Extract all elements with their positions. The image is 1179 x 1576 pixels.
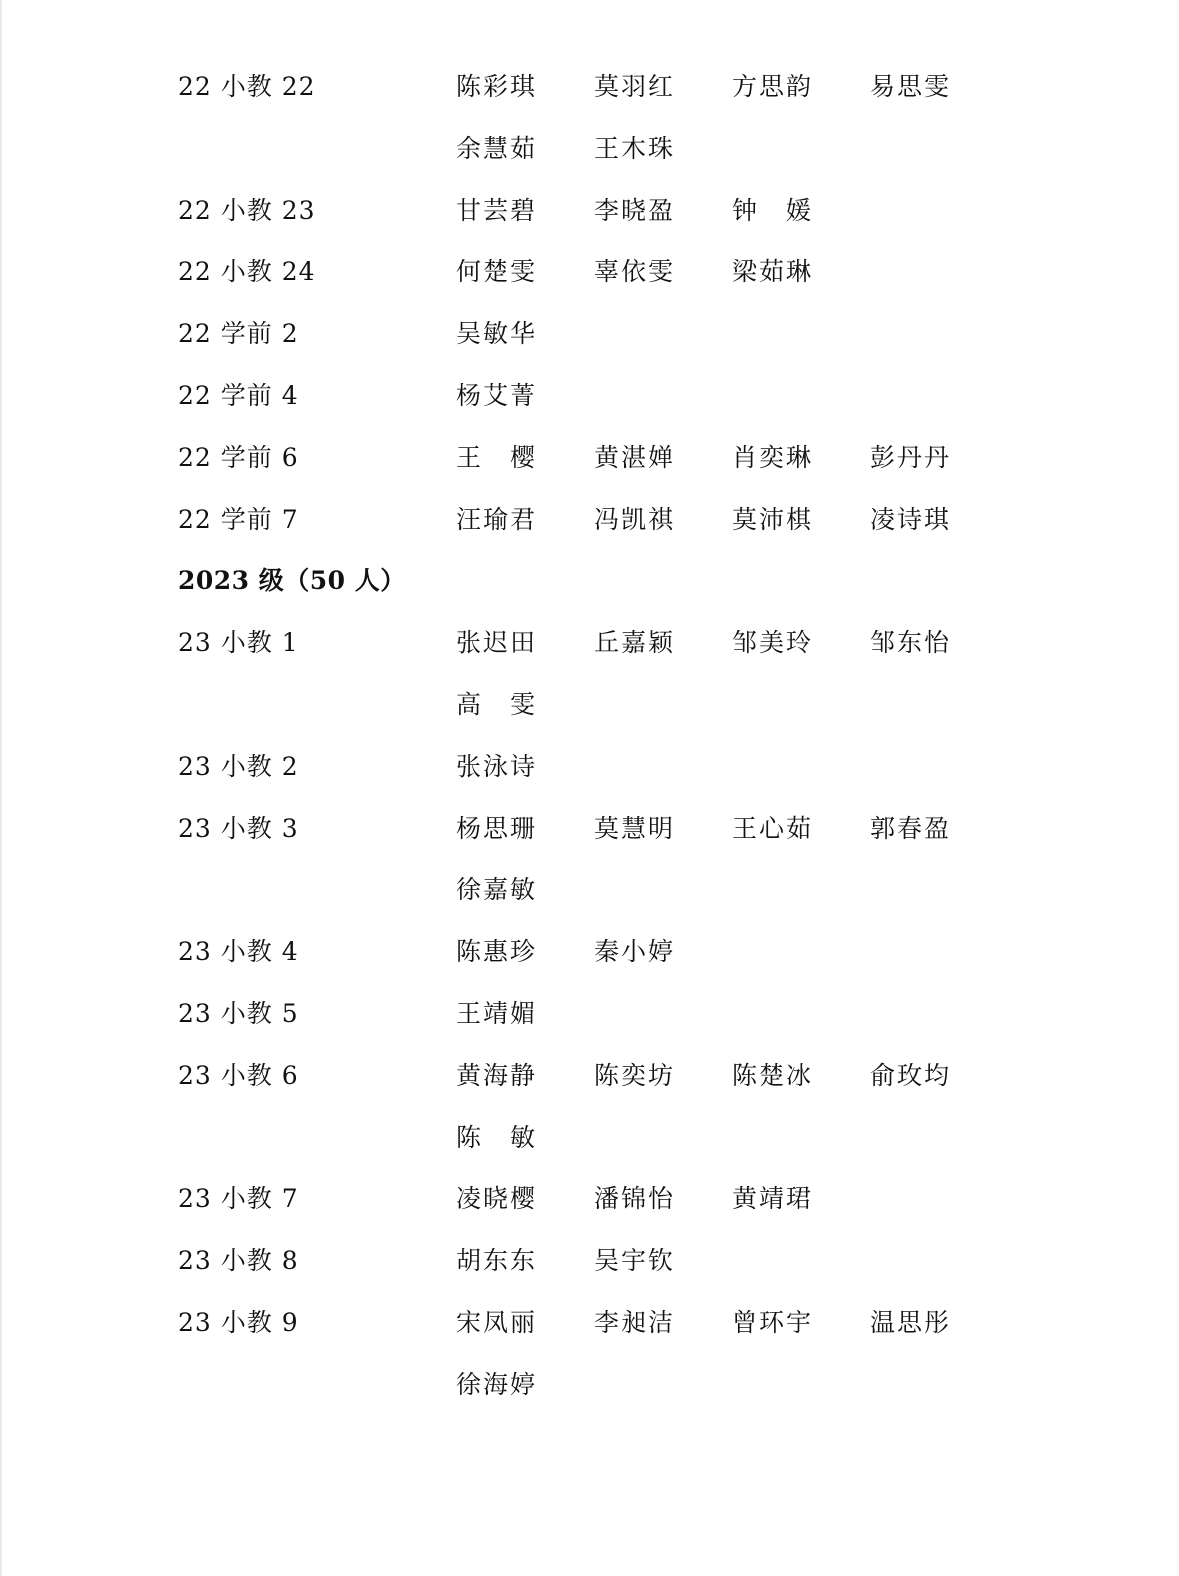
student-name: 彭丹丹	[870, 442, 952, 472]
class-name: 22 学前 7	[178, 504, 299, 534]
student-name: 王木珠	[594, 133, 676, 163]
student-name: 张泳诗	[456, 751, 538, 781]
student-name: 杨思珊	[456, 813, 538, 843]
student-name: 宋凤丽	[456, 1307, 538, 1337]
student-name: 丘嘉颖	[594, 628, 676, 658]
student-name: 方思韵	[732, 72, 814, 101]
student-name: 陈奕坊	[594, 1060, 676, 1090]
student-name: 钟 媛	[732, 195, 814, 225]
class-row	[0, 1168, 1179, 1230]
student-name: 李晓盈	[594, 195, 676, 225]
class-row	[0, 427, 1179, 489]
student-name: 冯凯祺	[594, 504, 676, 534]
student-name: 陈彩琪	[456, 72, 538, 101]
student-name: 黄海静	[456, 1060, 538, 1090]
class-name: 22 学前 2	[178, 319, 299, 349]
student-name: 温思彤	[870, 1307, 952, 1337]
student-name: 王心茹	[732, 813, 814, 843]
student-name: 郭春盈	[870, 813, 952, 843]
student-name: 何楚雯	[456, 257, 538, 287]
class-name: 22 小教 23	[178, 195, 316, 225]
class-row	[0, 1292, 1179, 1354]
student-name: 甘芸碧	[456, 195, 538, 225]
class-name: 23 小教 1	[178, 628, 299, 658]
student-name: 徐嘉敏	[456, 875, 538, 905]
class-name: 23 小教 3	[178, 813, 299, 843]
class-row-continuation	[0, 1107, 1179, 1169]
student-name: 黄湛婵	[594, 442, 676, 472]
grade-heading: 2023 级（50 人）	[178, 566, 406, 596]
student-name: 杨艾菁	[456, 380, 538, 410]
class-row	[0, 303, 1179, 365]
student-name: 陈 敏	[456, 1122, 538, 1152]
student-name: 莫羽红	[594, 72, 676, 101]
class-row	[0, 489, 1179, 551]
class-row	[0, 180, 1179, 242]
class-row	[0, 736, 1179, 798]
class-name: 22 小教 24	[178, 257, 316, 287]
student-name: 胡东东	[456, 1246, 538, 1276]
class-row	[0, 241, 1179, 303]
student-name: 莫慧明	[594, 813, 676, 843]
student-name: 邹东怡	[870, 628, 952, 658]
student-name: 陈惠珍	[456, 937, 538, 967]
student-roster-document	[0, 56, 1179, 1416]
student-name: 肖奕琳	[732, 442, 814, 472]
class-name: 22 学前 6	[178, 442, 299, 472]
student-name: 张迟田	[456, 628, 538, 658]
class-row	[0, 921, 1179, 983]
class-name: 23 小教 4	[178, 937, 299, 967]
student-name: 邹美玲	[732, 628, 814, 658]
student-name: 李昶洁	[594, 1307, 676, 1337]
student-name: 徐海婷	[456, 1369, 538, 1399]
class-row	[0, 983, 1179, 1045]
student-name: 凌晓樱	[456, 1184, 538, 1214]
student-name: 王靖媚	[456, 998, 538, 1028]
class-row	[0, 798, 1179, 860]
class-name: 23 小教 5	[178, 998, 299, 1028]
class-row	[0, 56, 1179, 118]
student-name: 潘锦怡	[594, 1184, 676, 1214]
student-name: 黄靖珺	[732, 1184, 814, 1214]
grade-heading-row	[0, 550, 1179, 612]
student-name: 陈楚冰	[732, 1060, 814, 1090]
class-name: 23 小教 9	[178, 1307, 299, 1337]
class-row-continuation	[0, 674, 1179, 736]
class-name: 23 小教 8	[178, 1246, 299, 1276]
class-name: 23 小教 2	[178, 751, 299, 781]
student-name: 吴敏华	[456, 319, 538, 349]
student-name: 秦小婷	[594, 937, 676, 967]
class-row	[0, 1045, 1179, 1107]
student-name: 王 樱	[456, 442, 538, 472]
student-name: 莫沛棋	[732, 504, 814, 534]
student-name: 吴宇钦	[594, 1246, 676, 1276]
class-name: 23 小教 6	[178, 1060, 299, 1090]
class-row-continuation	[0, 1354, 1179, 1416]
class-row	[0, 365, 1179, 427]
class-row-continuation	[0, 118, 1179, 180]
student-name: 凌诗琪	[870, 504, 952, 534]
student-name: 汪瑜君	[456, 504, 538, 534]
class-row	[0, 1230, 1179, 1292]
class-row	[0, 612, 1179, 674]
class-name: 23 小教 7	[178, 1184, 299, 1214]
student-name: 易思雯	[870, 72, 952, 101]
student-name: 辜依雯	[594, 257, 676, 287]
student-name: 曾环宇	[732, 1307, 814, 1337]
class-row-continuation	[0, 859, 1179, 921]
student-name: 高 雯	[456, 689, 538, 719]
student-name: 余慧茹	[456, 133, 538, 163]
student-name: 俞玫均	[870, 1060, 952, 1090]
class-name: 22 小教 22	[178, 72, 316, 101]
class-name: 22 学前 4	[178, 380, 299, 410]
student-name: 梁茹琳	[732, 257, 814, 287]
